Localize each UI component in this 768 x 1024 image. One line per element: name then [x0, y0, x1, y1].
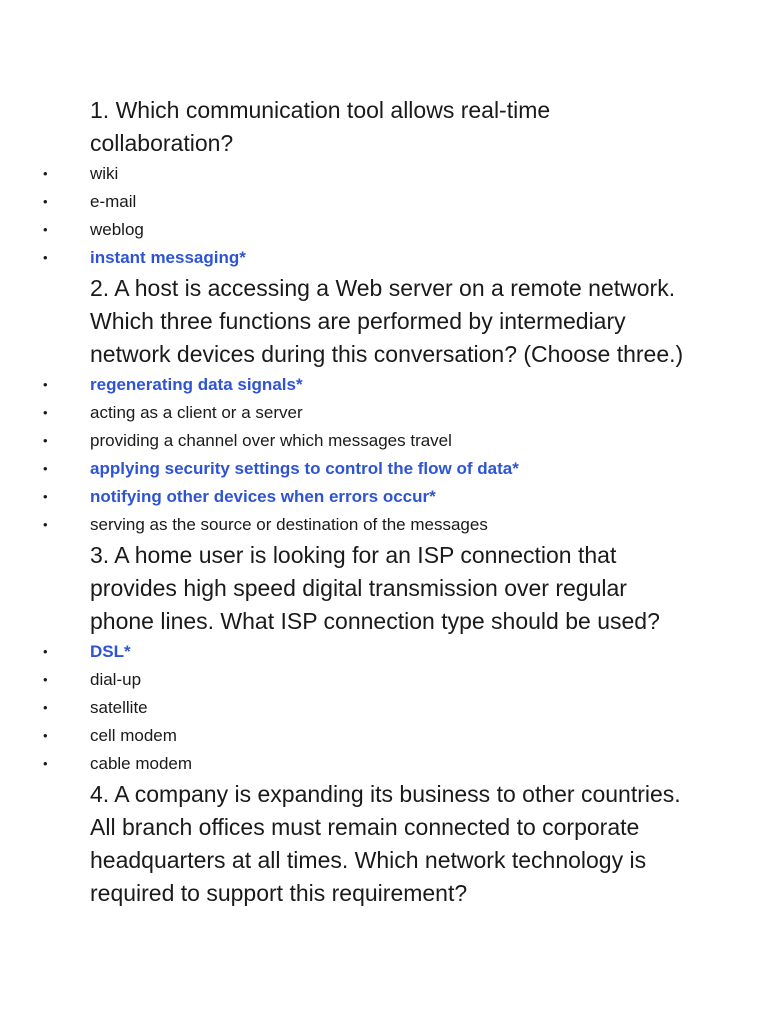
- option-3-a-correct: [0, 638, 768, 666]
- bullet-icon: •: [43, 166, 48, 181]
- bullet-icon: •: [43, 700, 48, 715]
- question-4-text: 4. A company is expanding its business to other countries. All branch offices must remain connected to corporate headquarters at all times. Which network technology is required to support this requirement?: [90, 781, 681, 906]
- option-3-d: [0, 722, 768, 750]
- bullet-icon: •: [43, 194, 48, 209]
- question-block-3: [0, 539, 768, 778]
- correct-option-text: applying security settings to control the flow of data*: [90, 459, 519, 478]
- option-text: weblog: [90, 220, 144, 239]
- option-1-a: [0, 160, 768, 188]
- option-text: dial-up: [90, 670, 142, 689]
- bullet-icon: •: [43, 433, 48, 448]
- option-2-b: [0, 399, 768, 427]
- bullet-icon: •: [43, 461, 48, 476]
- option-3-e: [0, 750, 768, 778]
- question-block-4: [0, 778, 768, 910]
- option-2-a-correct: [0, 371, 768, 399]
- question-1-text: 1. Which communication tool allows real-time collaboration?: [90, 97, 551, 156]
- option-text: acting as a client or a server: [90, 403, 303, 422]
- option-1-d-correct: [0, 244, 768, 272]
- option-text: serving as the source or destination of the messages: [90, 515, 488, 534]
- option-text: providing a channel over which messages travel: [90, 431, 452, 450]
- option-text: satellite: [90, 698, 148, 717]
- bullet-icon: •: [43, 250, 48, 265]
- correct-option-text: instant messaging*: [90, 248, 246, 267]
- option-2-e-correct: [0, 483, 768, 511]
- option-text: e-mail: [90, 192, 137, 211]
- option-text: cable modem: [90, 754, 193, 773]
- option-2-d-correct: [0, 455, 768, 483]
- bullet-icon: •: [43, 222, 48, 237]
- bullet-icon: •: [43, 644, 48, 659]
- bullet-icon: •: [43, 756, 48, 771]
- option-text: wiki: [90, 164, 119, 183]
- question-block-1: [0, 94, 768, 272]
- correct-option-text: regenerating data signals*: [90, 375, 303, 394]
- bullet-icon: •: [43, 517, 48, 532]
- bullet-icon: •: [43, 405, 48, 420]
- question-block-2: [0, 272, 768, 539]
- option-2-f: [0, 511, 768, 539]
- bullet-icon: •: [43, 672, 48, 687]
- question-3-options: [0, 638, 768, 778]
- correct-option-text: DSL*: [90, 642, 131, 661]
- question-2-options: [0, 371, 768, 539]
- bullet-icon: •: [43, 728, 48, 743]
- question-3-text: 3. A home user is looking for an ISP connection that provides high speed digital transmission over regular phone lines. What ISP connection type should be used?: [90, 542, 660, 634]
- bullet-icon: •: [43, 377, 48, 392]
- option-1-b: [0, 188, 768, 216]
- question-1-options: [0, 160, 768, 272]
- option-text: cell modem: [90, 726, 177, 745]
- option-3-b: [0, 666, 768, 694]
- quiz-document: [0, 94, 768, 910]
- option-3-c: [0, 694, 768, 722]
- bullet-icon: •: [43, 489, 48, 504]
- option-1-c: [0, 216, 768, 244]
- option-2-c: [0, 427, 768, 455]
- correct-option-text: notifying other devices when errors occur*: [90, 487, 436, 506]
- question-2-text: 2. A host is accessing a Web server on a remote network. Which three functions are performed by intermediary network devices during this conversation? (Choose three.): [90, 275, 684, 367]
